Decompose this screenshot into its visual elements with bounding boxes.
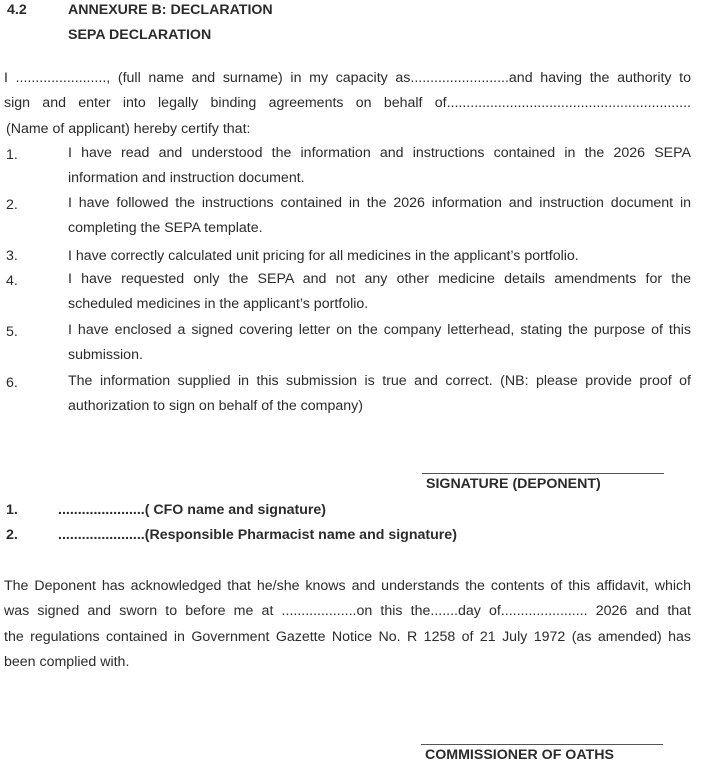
document-title: ANNEXURE B: DECLARATION <box>68 2 273 18</box>
intro-line-2: sign and enter into legally binding agreements on behalf of.............................................................. <box>4 95 691 111</box>
item-1 <box>68 141 691 191</box>
item-4-line-2: scheduled medicines in the applicant’s portfolio. <box>68 296 369 312</box>
closing-line-3: the regulations contained in Government Gazette Notice No. R 1258 of 21 July 1972 (as amended) has <box>4 629 691 645</box>
item-1-line-2: information and instruction document. <box>68 170 305 186</box>
item-4-line-1: I have requested only the SEPA and not any other medicine details amendments for the <box>68 271 691 287</box>
item-number-2: 2. <box>6 197 18 213</box>
item-5-line-1: I have enclosed a signed covering letter on the company letterhead, stating the purpose of this <box>68 322 691 338</box>
item-number-1: 1. <box>6 147 18 163</box>
deponent-signature-line <box>422 473 664 474</box>
section-number: 4.2 <box>7 2 27 18</box>
item-2 <box>68 191 691 241</box>
item-number-4: 4. <box>6 273 18 289</box>
signatory-number-2: 2. <box>6 527 18 543</box>
item-5 <box>68 318 691 368</box>
item-1-line-1: I have read and understood the information and instructions contained in the 2026 SEPA <box>68 145 691 161</box>
commissioner-label: COMMISSIONER OF OATHS <box>425 747 614 763</box>
closing-line-1: The Deponent has acknowledged that he/she knows and understands the contents of this affidavit, which <box>4 578 691 594</box>
item-2-line-2: completing the SEPA template. <box>68 220 263 236</box>
item-number-5: 5. <box>6 324 18 340</box>
item-4 <box>68 267 691 317</box>
intro-line-1: I ......................., (full name and surname) in my capacity as.........................and having the authority to <box>4 70 691 86</box>
item-6 <box>68 369 691 419</box>
closing-line-2: was signed and sworn to before me at ...................on this the.......day of...................... 2026 and that <box>4 603 691 619</box>
item-6-line-2: authorization to sign on behalf of the company) <box>68 398 363 414</box>
item-2-line-1: I have followed the instructions contained in the 2026 information and instruction document in <box>68 195 691 211</box>
commissioner-signature-line <box>421 744 663 745</box>
signatory-pharmacist: ......................(Responsible Pharmacist name and signature) <box>58 527 457 543</box>
item-number-6: 6. <box>6 375 18 391</box>
item-number-3: 3. <box>6 248 18 264</box>
signatory-cfo: ......................( CFO name and signature) <box>58 502 327 518</box>
document-subtitle: SEPA DECLARATION <box>68 27 212 43</box>
closing-line-4: been complied with. <box>4 654 130 670</box>
item-5-line-2: submission. <box>68 347 143 363</box>
item-3: I have correctly calculated unit pricing for all medicines in the applicant’s portfolio. <box>68 248 579 264</box>
item-6-line-1: The information supplied in this submission is true and correct. (NB: please provide proof of <box>68 373 691 389</box>
intro-line-3: (Name of applicant) hereby certify that: <box>6 121 251 137</box>
deponent-signature-label: SIGNATURE (DEPONENT) <box>426 476 601 492</box>
signatory-number-1: 1. <box>6 502 18 518</box>
